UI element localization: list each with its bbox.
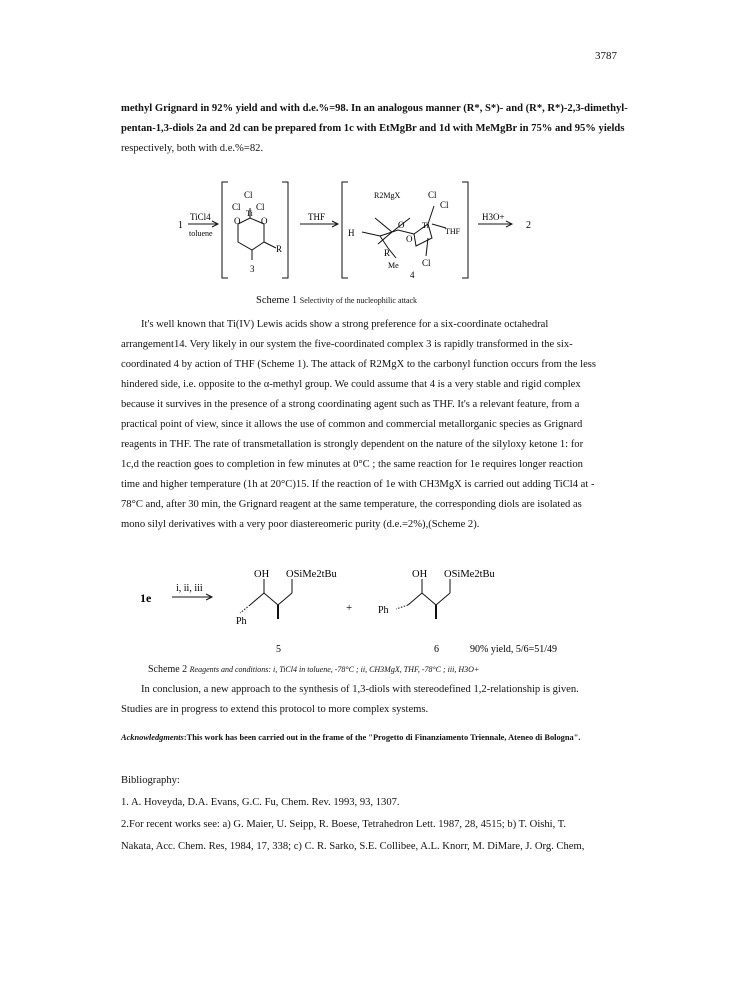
plus-sign: + <box>346 602 353 614</box>
oh-label: OH <box>254 569 270 580</box>
text-line: mono silyl derivatives with a very poor diastereomeric purity (d.e.=2%),(Scheme 2). <box>121 519 480 530</box>
reagent-ticl4: TiCl4 <box>190 212 211 222</box>
reagent-toluene: toluene <box>189 229 213 238</box>
backbone-5 <box>250 593 292 605</box>
ph-bond-6 <box>396 605 408 609</box>
text-line: coordinated 4 by action of THF (Scheme 1). The attack of R2MgX to the carbonyl function occurs from the less <box>121 359 597 370</box>
h-label: H <box>348 228 355 238</box>
scheme-2-figure <box>140 565 600 660</box>
bibliography-heading: Bibliography: <box>121 775 180 786</box>
reagent-h3o: H3O+ <box>482 212 505 222</box>
ph-bond-5 <box>240 605 250 613</box>
text-line: 1c,d the reaction goes to completion in few minutes at 0°C ; the same reaction for 1e requires longer reaction <box>121 459 583 470</box>
text-line: 78°C and, after 30 min, the Grignard reagent at the same temperature, the corresponding diols are isolated as <box>121 499 582 510</box>
paragraph-conclusion <box>121 683 631 716</box>
start-1-label: 1 <box>178 220 183 231</box>
ph-label: Ph <box>378 605 389 616</box>
caption-title: Scheme 2 <box>148 664 188 675</box>
scheme-1-figure <box>160 178 580 286</box>
text-line: Studies are in progress to extend this protocol to more complex systems. <box>121 704 429 715</box>
scheme-1-caption <box>256 295 417 306</box>
page-number: 3787 <box>595 50 617 62</box>
cl-label: Cl <box>422 258 431 268</box>
bibliography <box>121 774 631 853</box>
paragraph-middle <box>121 318 631 531</box>
text-line: reagents in THF. The rate of transmetallation is strongly dependent on the nature of the silyloxy ketone 1: for <box>121 439 584 450</box>
o-label: O <box>234 216 241 226</box>
text-line: respectively, both with d.e.%=82. <box>121 143 264 154</box>
osi-label: OSiMe2tBu <box>444 569 495 580</box>
bracket-right-4 <box>462 182 468 278</box>
text-line: hindered side, i.e. opposite to the α-methyl group. We could assume that 4 is a very stable and rigid complex <box>121 379 581 390</box>
backbone-6 <box>408 593 450 605</box>
thf-ligand-label: THF <box>445 227 461 236</box>
ti-thf-bond <box>432 224 446 228</box>
ti-label: Ti <box>422 221 429 230</box>
r-label: R <box>276 244 283 254</box>
text-line: In conclusion, a new approach to the synthesis of 1,3-diols with stereodefined 1,2-relationship is given. <box>141 684 579 695</box>
cl-label: Cl <box>232 202 241 212</box>
text-line: practical point of view, since it allows the use of common and commercial metallorganic species as Grignard <box>121 419 583 430</box>
cl-label: Cl <box>244 190 253 200</box>
caption-title: Scheme 1 <box>256 295 298 306</box>
cl-label: Cl <box>428 190 437 200</box>
o-label: O <box>406 234 413 244</box>
reference-2-line-2: Nakata, Acc. Chem. Res, 1984, 17, 338; c) C. R. Sarko, S.E. Collibee, A.L. Knorr, M. DiMare, J. Org. Chem, <box>121 841 585 852</box>
text-line: because it survives in the presence of a strong coordinating agent such as THF. It's a relevant feature, from a <box>121 399 580 410</box>
yield-label: 90% yield, 5/6=51/49 <box>470 644 558 655</box>
r2mgx-label: R2MgX <box>374 191 401 200</box>
osi-label: OSiMe2tBu <box>286 569 337 580</box>
text-line: time and higher temperature (1h at 20°C)15. If the reaction of 1e with CH3MgX is carried out adding TiCl4 at - <box>121 479 595 490</box>
product-2-label: 2 <box>526 220 531 231</box>
text-line: methyl Grignard in 92% yield and with d.e.%=98. In an analogous manner (R*, S*)- and (R*, R*)-2,3-dimethyl- <box>121 103 628 114</box>
complex-3-label: 3 <box>250 264 255 274</box>
ack-heading: Acknowledgments <box>121 733 184 742</box>
bond-r2mgx-4 <box>375 218 410 244</box>
caption-subtitle: Reagents and conditions: i, TiCl4 in toluene, -78°C ; ii, CH3MgX, THF, -78°C ; iii, H3O+ <box>189 665 480 674</box>
r-bond-4 <box>380 236 388 248</box>
oh-label: OH <box>412 569 428 580</box>
compound-6-label: 6 <box>434 644 439 655</box>
r-label: R <box>384 248 391 258</box>
text-line: It's well known that Ti(IV) Lewis acids show a strong preference for a six-coordinate octahedral <box>141 319 549 330</box>
acknowledgments <box>121 733 631 742</box>
start-1e-label: 1e <box>140 591 152 605</box>
text-line: arrangement14. Very likely in our system the five-coordinated complex 3 is rapidly transformed in the six- <box>121 339 573 350</box>
caption-subtitle: Selectivity of the nucleophilic attack <box>299 296 418 305</box>
conditions-label: i, ii, iii <box>176 583 203 594</box>
me-label: Me <box>388 261 399 270</box>
bracket-right-3 <box>282 182 288 278</box>
cl-label: Cl <box>440 200 449 210</box>
cl-label: Cl <box>256 202 265 212</box>
reagent-thf: THF <box>308 212 326 222</box>
scheme-2-caption <box>148 664 479 675</box>
ack-text: :This work has been carried out in the frame of the "Progetto di Finanziamento Triennale, Ateneo di Bologna". <box>183 733 581 742</box>
reference-2-line-1: 2.For recent works see: a) G. Maier, U. Seipp, R. Boese, Tetrahedron Lett. 1987, 28, 4515; b) T. Oishi, T. <box>121 819 567 830</box>
ti-cl-bond-top <box>428 206 434 224</box>
o-label: O <box>261 216 268 226</box>
bracket-left-3 <box>222 182 228 278</box>
r-bond-3 <box>264 242 276 248</box>
ph-label: Ph <box>236 616 247 627</box>
paragraph-top <box>121 102 631 155</box>
ti-label: Ti <box>246 209 253 218</box>
reference-1: 1. A. Hoveyda, D.A. Evans, G.C. Fu, Chem. Rev. 1993, 93, 1307. <box>121 797 400 808</box>
text-line: pentan-1,3-diols 2a and 2d can be prepared from 1c with EtMgBr and 1d with MeMgBr in 75% and 95% yields <box>121 123 625 134</box>
compound-5-label: 5 <box>276 644 281 655</box>
complex-4-label: 4 <box>410 270 415 280</box>
o-label: O <box>398 220 405 230</box>
